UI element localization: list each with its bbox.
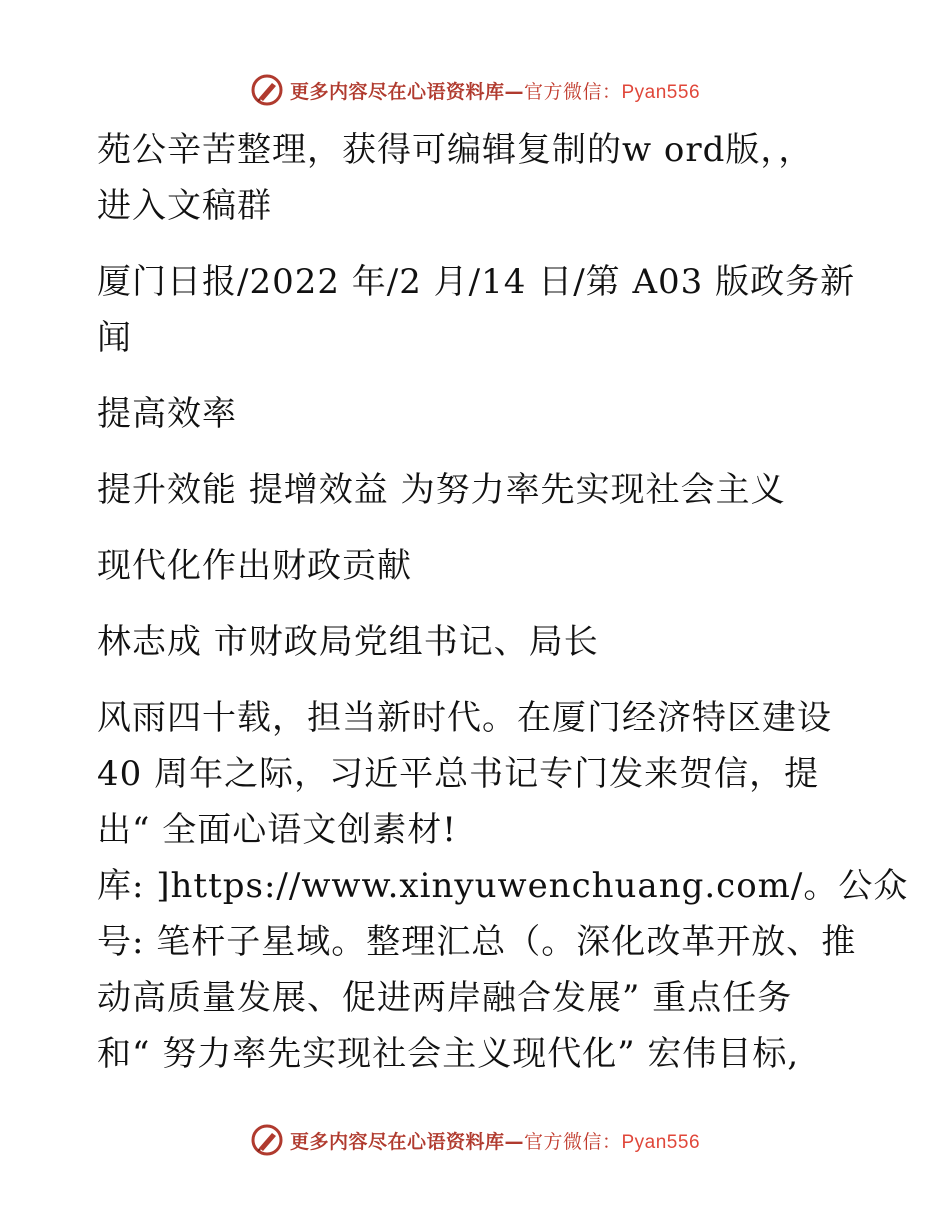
text-line: 提高效率	[97, 394, 237, 434]
pen-logo-icon	[250, 1123, 284, 1157]
document-body	[97, 122, 909, 1082]
watermark-text: 更多内容尽在心语资料库—官方微信：Pyan556	[289, 80, 701, 103]
text-line: 和“ 努力率先实现社会主义现代化” 宏伟目标,	[97, 1034, 800, 1074]
text-line: 进入文稿群	[97, 186, 272, 226]
pen-logo-icon	[250, 73, 284, 107]
paragraph-body	[97, 690, 909, 1082]
paragraph-headline	[97, 386, 857, 442]
watermark-banner-bottom	[0, 1120, 950, 1160]
paragraph-source	[97, 254, 857, 366]
text-line: 库: ]https://www.xinyuwenchuang.com/。公众	[97, 866, 909, 906]
text-line: 林志成 市财政局党组书记、局长	[97, 622, 599, 662]
text-line: 提升效能 提增效益 为努力率先实现社会主义	[97, 470, 786, 510]
paragraph-subhead-2	[97, 538, 857, 594]
paragraph-intro	[97, 122, 857, 234]
text-line: 风雨四十载，担当新时代。在厦门经济特区建设	[97, 698, 832, 738]
watermark-text: 更多内容尽在心语资料库—官方微信：Pyan556	[289, 1130, 701, 1153]
text-line: 闻	[97, 318, 132, 358]
text-line: 出“ 全面心语文创素材!	[97, 810, 457, 850]
text-line: 厦门日报/2022 年/2 月/14 日/第 A03 版政务新	[97, 262, 856, 302]
text-line: 动高质量发展、促进两岸融合发展” 重点任务	[97, 978, 793, 1018]
paragraph-subhead-1	[97, 462, 857, 518]
text-line: 号: 笔杆子星域。整理汇总（。深化改革开放、推	[97, 922, 857, 962]
text-line: 40 周年之际，习近平总书记专门发来贺信，提	[97, 754, 820, 794]
text-line: 现代化作出财政贡献	[97, 546, 412, 586]
watermark-banner-top	[0, 70, 950, 110]
text-line: 苑公辛苦整理，获得可编辑复制的w ord版，，	[97, 130, 814, 170]
paragraph-author	[97, 614, 857, 670]
